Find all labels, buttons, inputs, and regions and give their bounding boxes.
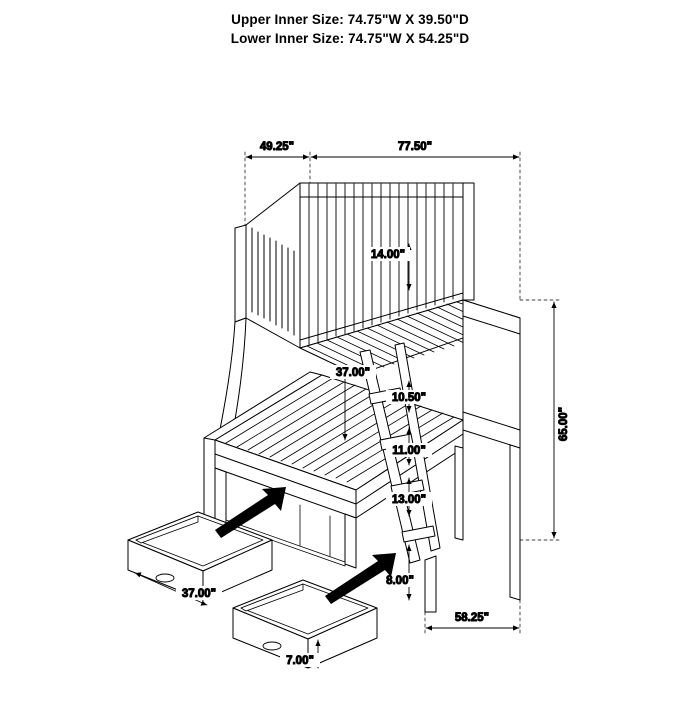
upper-guardrail-left — [246, 183, 300, 348]
dim-drawer-width: 37.00" — [181, 588, 217, 600]
right-side-frame — [463, 300, 520, 448]
dim-ladder-step-1: 10.50" — [391, 392, 427, 404]
dim-top-left-width: 49.25" — [259, 141, 295, 153]
dim-ladder-step-3: 13.00" — [391, 494, 427, 506]
dim-upper-clearance: 37.00" — [335, 367, 371, 379]
dim-ladder-bottom: 8.00" — [386, 575, 414, 587]
upper-inner-size-text: Upper Inner Size: 74.75"W X 39.50"D — [231, 12, 469, 27]
dim-overall-height: 65.00" — [558, 406, 570, 442]
right-rear-post — [463, 183, 474, 300]
base-depth-dimension — [426, 625, 519, 630]
dim-ladder-step-2: 11.00" — [392, 445, 426, 457]
dim-guardrail-height: 14.00" — [370, 249, 406, 261]
right-rear-leg — [425, 556, 436, 612]
lower-inner-size-text: Lower Inner Size: 74.75"W X 54.25"D — [230, 31, 470, 46]
dim-base-depth: 58.25" — [454, 612, 490, 624]
overall-height-dimension — [551, 302, 556, 538]
dim-top-right-width: 77.50" — [397, 141, 433, 153]
dim-drawer-height: 7.00" — [286, 655, 314, 667]
top-dimension-lines — [246, 154, 519, 159]
